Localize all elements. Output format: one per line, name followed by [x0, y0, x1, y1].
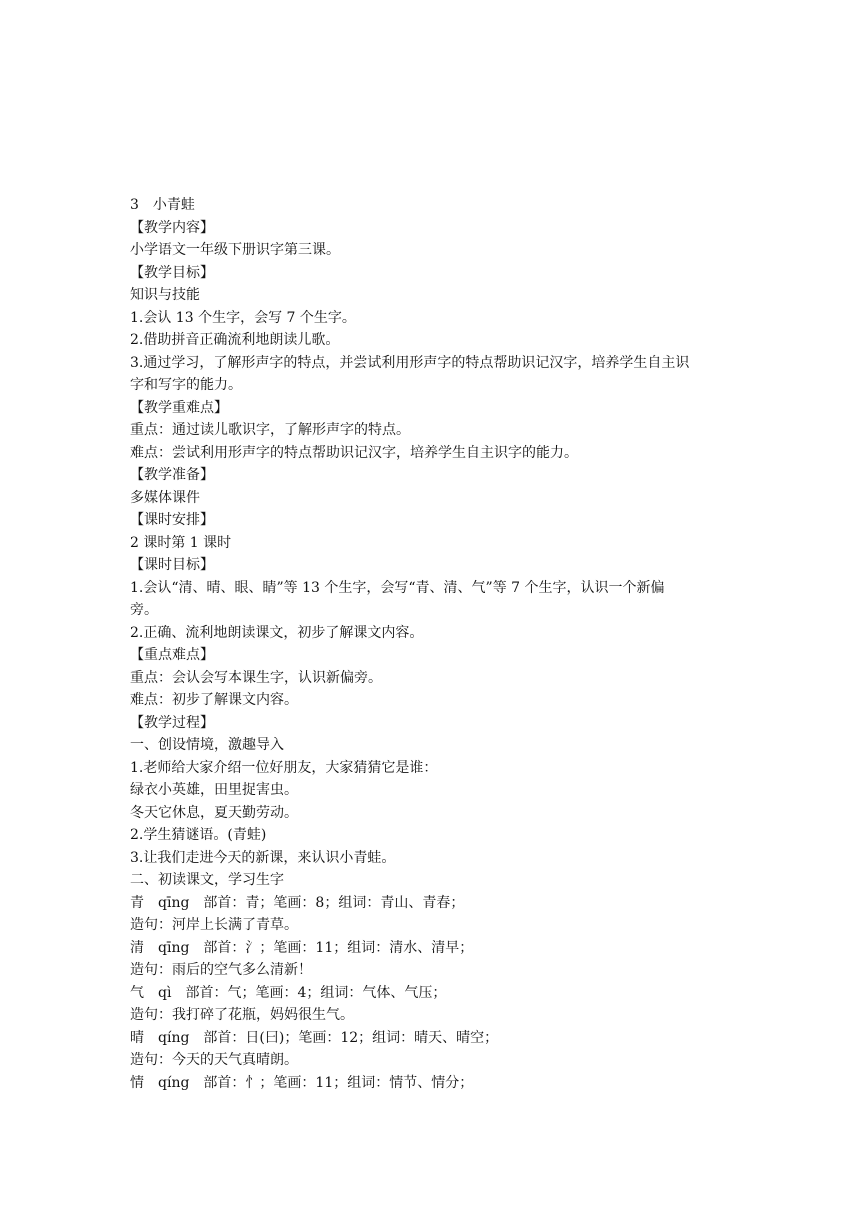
paragraph: 1.会认 13 个生字，会写 7 个生字。: [130, 309, 356, 326]
character-entry: 清 qīng 部首：氵；笔画：11；组词：清水、清早；: [130, 939, 474, 956]
example-sentence: 造句：今天的天气真晴朗。: [130, 1052, 298, 1068]
riddle-line: 绿衣小英雄，田里捉害虫。: [130, 782, 298, 798]
section-heading: 【教学目标】: [130, 264, 214, 281]
paragraph: 小学语文一年级下册识字第三课。: [130, 242, 340, 258]
subsection-heading: 二、初读课文，学习生字: [130, 872, 284, 888]
character-entry: 气 qì 部首：气；笔画：4；组词：气体、气压；: [130, 984, 447, 1001]
paragraph: 知识与技能: [130, 287, 200, 303]
paragraph: 难点：尝试利用形声字的特点帮助识记汉字，培养学生自主识字的能力。: [130, 444, 578, 461]
example-sentence: 造句：河岸上长满了青草。: [130, 917, 298, 933]
document-body: [130, 194, 735, 1094]
paragraph: 2 课时第 1 课时: [130, 534, 232, 551]
paragraph: 多媒体课件: [130, 489, 200, 506]
paragraph: 重点：会认会写本课生字，认识新偏旁。: [130, 669, 382, 686]
paragraph: 重点：通过读儿歌识字，了解形声字的特点。: [130, 422, 410, 438]
section-heading: 【教学过程】: [130, 714, 214, 731]
section-heading: 【课时目标】: [130, 557, 214, 573]
paragraph: 1.老师给大家介绍一位好朋友，大家猜猜它是谁：: [130, 759, 438, 776]
example-sentence: 造句：雨后的空气多么清新！: [130, 962, 312, 978]
paragraph: 旁。: [130, 602, 158, 618]
character-entry: 青 qīng 部首：青；笔画：8；组词：青山、青春；: [130, 894, 465, 911]
paragraph: 3.让我们走进今天的新课，来认识小青蛙。: [130, 849, 396, 866]
paragraph: 2.借助拼音正确流利地朗读儿歌。: [130, 332, 340, 348]
paragraph: 3.通过学习，了解形声字的特点，并尝试利用形声字的特点帮助识记汉字，培养学生自主识: [130, 354, 690, 371]
section-heading: 【重点难点】: [130, 647, 214, 663]
section-heading: 【教学准备】: [130, 467, 214, 483]
subsection-heading: 一、创设情境，激趣导入: [130, 737, 284, 753]
paragraph: 字和写字的能力。: [130, 377, 242, 393]
section-heading: 【教学内容】: [130, 219, 214, 236]
paragraph: 2.正确、流利地朗读课文，初步了解课文内容。: [130, 624, 424, 641]
riddle-line: 冬天它休息，夏天勤劳动。: [130, 804, 298, 821]
character-entry: 情 qíng 部首：忄；笔画：11；组词：情节、情分；: [130, 1074, 474, 1091]
section-heading: 【课时安排】: [130, 512, 214, 528]
paragraph: 2.学生猜谜语。(青蛙): [130, 827, 267, 843]
example-sentence: 造句：我打碎了花瓶，妈妈很生气。: [130, 1007, 354, 1023]
paragraph: 1.会认“清、晴、眼、睛”等 13 个生字，会写“青、清、气”等 7 个生字，认识一个新偏: [130, 579, 665, 596]
lesson-title: 3 小青蛙: [130, 197, 195, 213]
section-heading: 【教学重难点】: [130, 399, 228, 416]
character-entry: 晴 qíng 部首：日(曰)；笔画：12；组词：晴天、晴空；: [130, 1029, 499, 1046]
paragraph: 难点：初步了解课文内容。: [130, 692, 298, 708]
